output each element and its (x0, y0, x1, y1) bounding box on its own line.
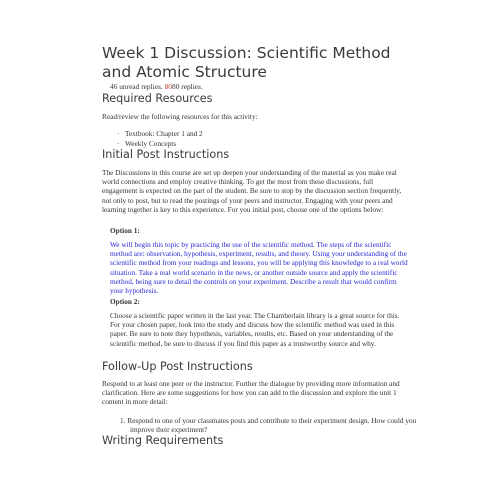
unread-replies[interactable]: 46 unread replies. (110, 82, 163, 91)
initial-post-body: The Discussions in this course are set up deepen your understanding of the material as you make real world connections and employ creative thinking. To get the most from these discussions, full engagement is expected on the part of the student. Be sure to stop by the discussion section frequently, not only to post, but to read the postings of your peers and instructor. Engaging with your peers and learning together is key to this experience. For you initial post, choose one of the options below: (102, 168, 402, 214)
follow-up-body: Respond to at least one peer or the instructor. Further the dialogue by providing more information and clarification. Here are some suggestions for how you can add to the discussion and explore the unit 1 content in more detail: (102, 379, 400, 407)
list-item: · Textbook: Chapter 1 and 2 (117, 129, 203, 138)
list-item: 1. Respond to one of your classmates posts and contribute to their experiment design. How could you improve their experiment? (120, 416, 417, 435)
reply-count (110, 82, 203, 91)
resource-weekly-concepts[interactable]: Weekly Concepts (125, 139, 177, 148)
option2-label: Option 2: (110, 297, 140, 306)
required-resources-heading: Required Resources (102, 92, 213, 105)
initial-post-heading: Initial Post Instructions (102, 148, 230, 161)
required-resources-intro: Read/review the following resources for this activity: (102, 112, 258, 121)
follow-up-item-1: Respond to one of your classmates posts and contribute to their experiment design. How could you improve their experiment? (127, 416, 417, 435)
page-title: Week 1 Discussion: Scientific Method and Atomic Structure (102, 44, 391, 81)
resource-textbook: Textbook: Chapter 1 and 2 (125, 129, 203, 138)
option1-label: Option 1: (110, 226, 140, 235)
option2-body: Choose a scientific paper written in the last year. The Chamberlain library is a great source for this. For your chosen paper, look into the study and discuss how the scientific method was used in this paper. Be sure to note they hypothesis, variables, results, etc. Based on your understanding of the scientific method, be sure to discuss if you find this paper as a trustworthy source and why. (110, 311, 400, 348)
total-replies-number: 80 (164, 82, 172, 91)
follow-up-heading: Follow-Up Post Instructions (102, 360, 253, 373)
total-replies: 80 replies. (172, 82, 203, 91)
list-item: · Weekly Concepts (117, 139, 177, 148)
writing-requirements-heading: Writing Requirements (102, 434, 224, 447)
option1-body: We will begin this topic by practicing the use of the scientific method. The steps of the scientific method are: observation, hypothesis, experiment, results, and theory. Using your understanding of the scientific method from your readings and lessons, you will be applying this knowledge to a real world situation. Take a real world scenario in the news, or another outside source and apply the scientific method, being sure to detail the controls on your experiment. Describe a result that would confirm your hypothesis. (110, 240, 408, 296)
